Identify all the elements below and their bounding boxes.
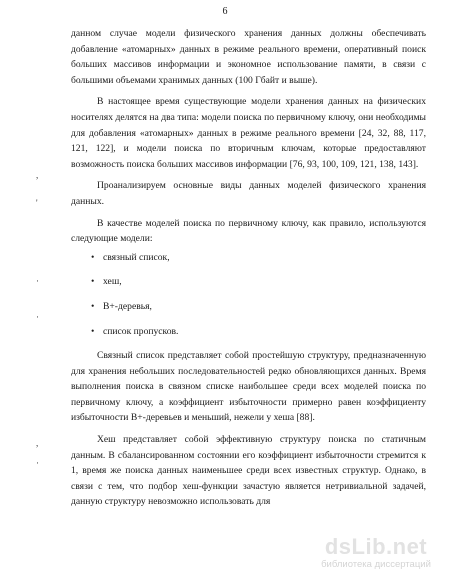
margin-mark: , (36, 170, 39, 180)
list-item: • список пропусков. (91, 324, 426, 340)
watermark-caption: библиотека диссертаций (321, 559, 431, 570)
bullet-icon: • (91, 251, 95, 263)
paragraph: Проанализируем основные виды данных моделей физического хранения данных. (71, 180, 426, 207)
margin-mark: · (36, 276, 39, 286)
list-item: • связный список, (91, 250, 426, 266)
margin-mark: · (36, 458, 39, 468)
paragraph: данном случае модели физического хранения данных должны обеспечивать добавление «атомарных» данных в режиме реального времени, оперативный поиск больших массивов информации и экономное использование памяти, в связи с большими объемами хранимых данных (100 Гбайт и выше). (71, 28, 426, 86)
list-item: • хеш, (91, 274, 426, 290)
page-number: 6 (222, 6, 228, 17)
margin-mark: · (36, 312, 39, 322)
model-list (71, 250, 426, 339)
body-text (71, 26, 426, 510)
watermark (316, 535, 436, 571)
bullet-icon: • (91, 325, 95, 337)
margin-mark: , (36, 438, 39, 448)
paragraph: Хеш представляет собой эффективную структуру поиска по статичным данным. В сбалансированном состоянии его коэффициент избыточности стремится к 1, время же поиска данных наименьшее среди всех известных структур. Однако, в связи с тем, что подбор хеш-функции зачастую является нетривиальной задачей, данную структуру невозможно использовать для (71, 434, 426, 508)
bullet-icon: • (91, 300, 95, 312)
paragraph: В настоящее время существующие модели хранения данных на физических носителях делятся на два типа: модели поиска по первичному ключу, они необходимы для добавления «атомарных» данных в режиме реального времени [24, 32, 88, 117, 121, 122], и модели поиска по вторичным ключам, которые предоставляют возможность поиска больших массивов информации [76, 93, 100, 109, 121, 138, 143]. (71, 96, 426, 170)
margin-mark: ' (36, 198, 38, 208)
paragraph: В качестве моделей поиска по первичному ключу, как правило, используются следующие модели: (71, 217, 426, 245)
watermark-logo: dsLib.net (324, 534, 428, 559)
bullet-icon: • (91, 276, 95, 288)
paragraph: Связный список представляет собой простейшую структуру, предназначенную для хранения небольших последовательностей редко обновляющихся данных. Время выполнения поиска в связном списке наибольшее среди всех моделей поиска по первичному ключу, а коэффициент избыточности примерно равен коэффициенту избыточности B+-деревьев и меньший, нежели у хеша [88]. (71, 350, 426, 424)
list-item: • B+-деревья, (91, 299, 426, 315)
